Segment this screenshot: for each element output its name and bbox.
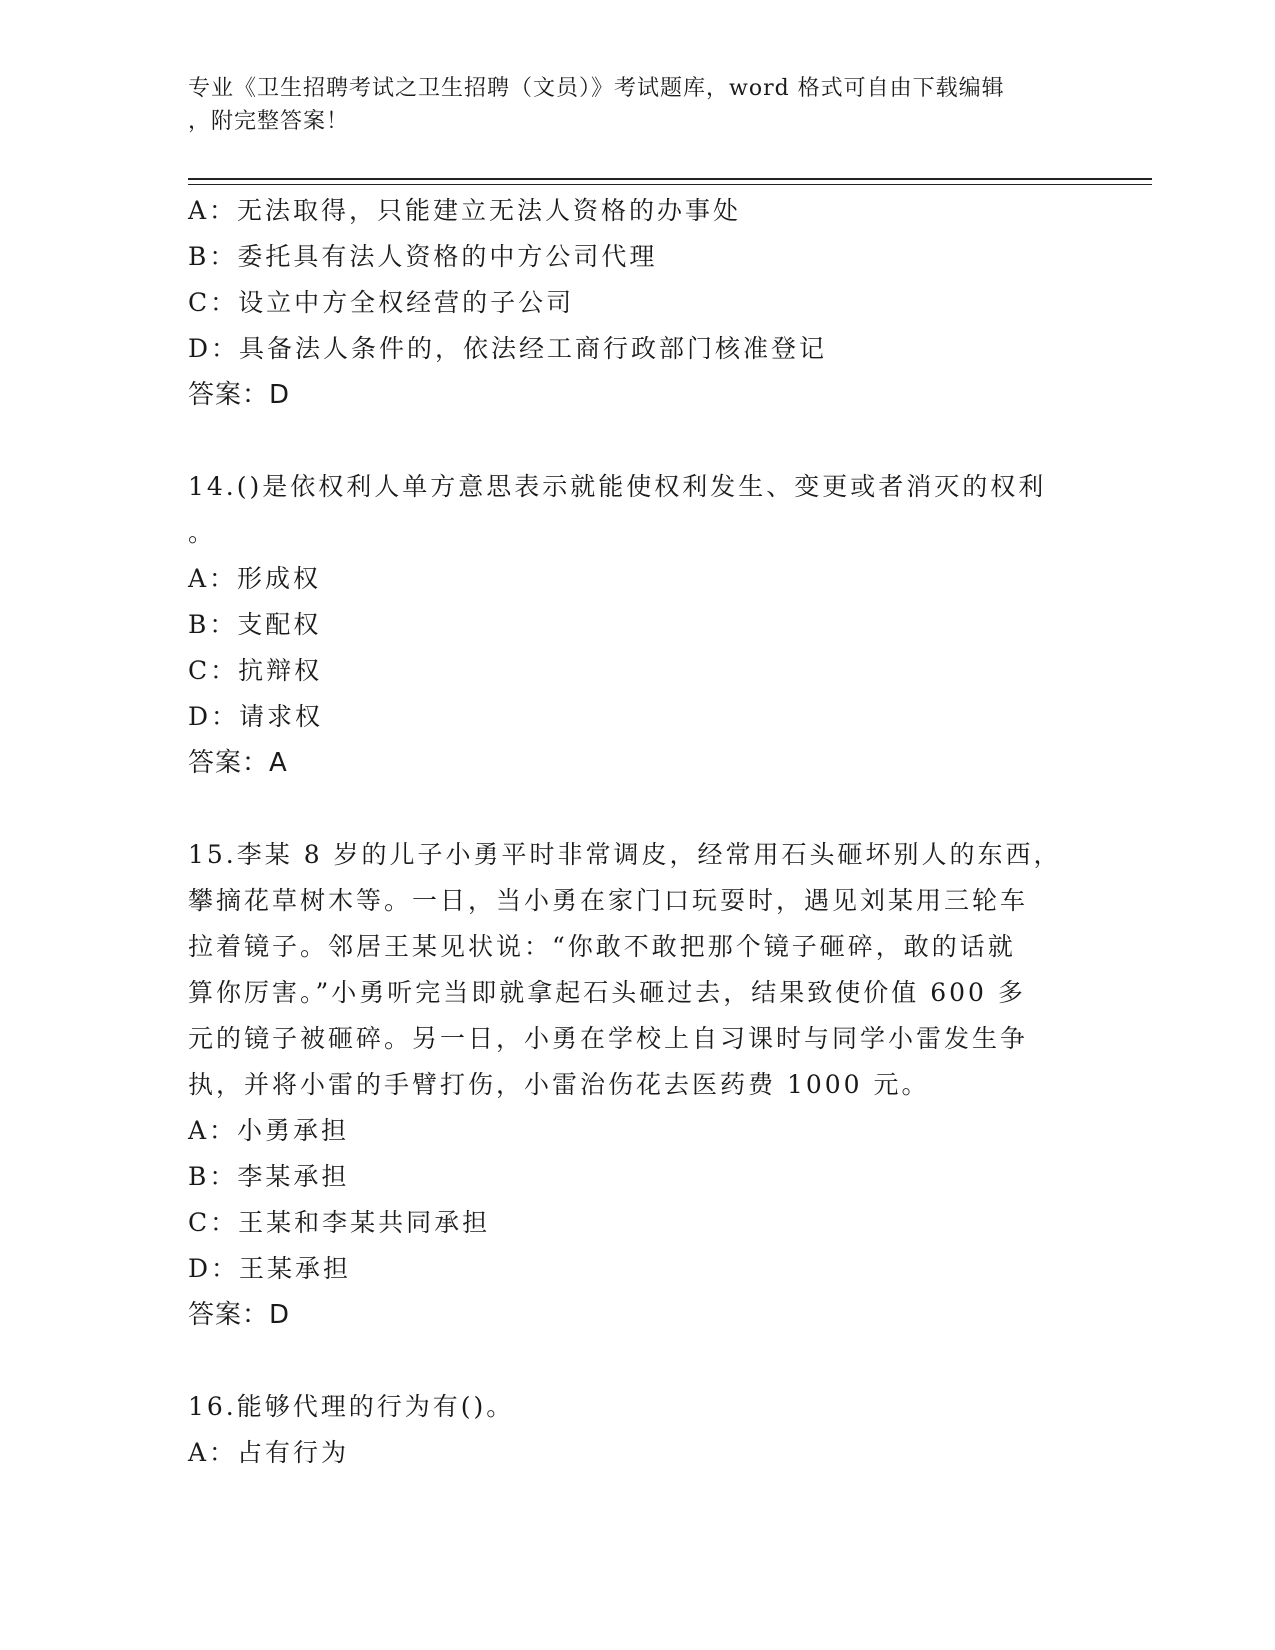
option-d: D：请求权 (188, 702, 324, 731)
question-stem-line: 执，并将小雷的手臂打伤，小雷治伤花去医药费 1000 元。 (188, 1070, 930, 1099)
spacer (188, 1338, 1088, 1384)
question-16 (188, 1384, 1088, 1476)
header-line-2: ，附完整答案！ (188, 109, 350, 134)
header-rule-thick (188, 178, 1152, 180)
header-rule-thin (188, 184, 1152, 185)
header-line-1: 专业《卫生招聘考试之卫生招聘（文员）》考试题库，word 格式可自由下载编辑 (188, 76, 1005, 101)
question-stem-line: 16.能够代理的行为有()。 (188, 1392, 515, 1421)
question-stem-line: 元的镜子被砸碎。另一日，小勇在学校上自习课时与同学小雷发生争 (188, 1024, 1029, 1053)
option-c: C：抗辩权 (188, 656, 323, 685)
option-c: C：王某和李某共同承担 (188, 1208, 491, 1237)
option-a: A：小勇承担 (188, 1116, 350, 1145)
answer: 答案：D (188, 380, 291, 410)
answer: 答案：A (188, 748, 288, 778)
question-list (188, 188, 1088, 1476)
option-b: B：支配权 (188, 610, 322, 639)
question-stem-line: 拉着镜子。邻居王某见状说：“你敢不敢把那个镜子砸碎，敢的话就 (188, 932, 1016, 961)
document-header (188, 72, 1088, 138)
question-stem-line: 15.李某 8 岁的儿子小勇平时非常调皮，经常用石头砸坏别人的东西， (188, 840, 1062, 869)
question-stem-line: 算你厉害。”小勇听完当即就拿起石头砸过去，结果致使价值 600 多 (188, 978, 1026, 1007)
option-c: C：设立中方全权经营的子公司 (188, 288, 575, 317)
option-b: B：李某承担 (188, 1162, 350, 1191)
option-a: A：占有行为 (188, 1438, 350, 1467)
option-d: D：王某承担 (188, 1254, 352, 1283)
option-d: D：具备法人条件的，依法经工商行政部门核准登记 (188, 334, 828, 363)
question-15 (188, 832, 1088, 1338)
question-stem-line: 14.()是依权利人单方意思表示就能使权利发生、变更或者消灭的权利 (188, 472, 1047, 501)
question-stem-line: 。 (188, 518, 217, 547)
spacer (188, 786, 1088, 832)
spacer (188, 418, 1088, 464)
question-14 (188, 464, 1088, 786)
option-a: A：形成权 (188, 564, 322, 593)
answer: 答案：D (188, 1300, 291, 1330)
option-b: B：委托具有法人资格的中方公司代理 (188, 242, 658, 271)
option-a: A：无法取得，只能建立无法人资格的办事处 (188, 196, 742, 225)
question-stem-line: 攀摘花草树木等。一日，当小勇在家门口玩耍时，遇见刘某用三轮车 (188, 886, 1029, 915)
question-13 (188, 188, 1088, 418)
